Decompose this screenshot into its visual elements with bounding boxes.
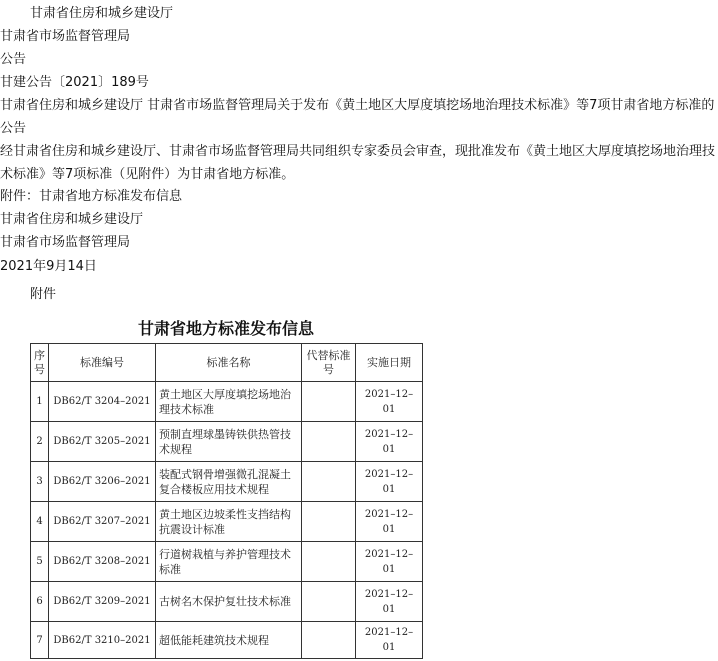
cell-seq: 1 bbox=[31, 382, 49, 422]
cell-date: 2021–12–01 bbox=[356, 502, 423, 542]
cell-seq: 5 bbox=[31, 542, 49, 582]
cell-name: 预制直埋球墨铸铁供热管技术规程 bbox=[156, 422, 302, 462]
header-name: 标准名称 bbox=[156, 344, 302, 382]
cell-name: 超低能耗建筑技术规程 bbox=[156, 622, 302, 659]
table-row bbox=[31, 422, 423, 462]
header-code: 标准编号 bbox=[49, 344, 156, 382]
cell-replace bbox=[302, 422, 356, 462]
cell-code: DB62/T 3204–2021 bbox=[49, 382, 156, 422]
table-row bbox=[31, 542, 423, 582]
cell-code: DB62/T 3209–2021 bbox=[49, 582, 156, 622]
cell-name: 古树名木保护复壮技术标准 bbox=[156, 582, 302, 622]
cell-code: DB62/T 3206–2021 bbox=[49, 462, 156, 502]
cell-date: 2021–12–01 bbox=[356, 382, 423, 422]
cell-date: 2021–12–01 bbox=[356, 622, 423, 659]
doc-number: 甘建公告〔2021〕189号 bbox=[0, 75, 149, 90]
table-title: 甘肃省地方标准发布信息 bbox=[137, 319, 314, 338]
cell-replace bbox=[302, 542, 356, 582]
cell-seq: 7 bbox=[31, 622, 49, 659]
cell-name: 装配式钢骨增强微孔混凝土复合楼板应用技术规程 bbox=[156, 462, 302, 502]
table-row bbox=[31, 462, 423, 502]
attachment-label: 附件 bbox=[30, 287, 57, 302]
cell-code: DB62/T 3207–2021 bbox=[49, 502, 156, 542]
header-replace: 代替标准号 bbox=[302, 344, 356, 382]
cell-date: 2021–12–01 bbox=[356, 462, 423, 502]
header-date: 实施日期 bbox=[356, 344, 423, 382]
signature-date: 2021年9月14日 bbox=[0, 259, 97, 274]
cell-seq: 6 bbox=[31, 582, 49, 622]
cell-date: 2021–12–01 bbox=[356, 582, 423, 622]
cell-seq: 2 bbox=[31, 422, 49, 462]
cell-seq: 4 bbox=[31, 502, 49, 542]
cell-replace bbox=[302, 622, 356, 659]
table-row bbox=[31, 382, 423, 422]
cell-code: DB62/T 3208–2021 bbox=[49, 542, 156, 582]
issuer-line-2: 甘肃省市场监督管理局 bbox=[0, 29, 131, 44]
cell-name: 行道树栽植与养护管理技术标准 bbox=[156, 542, 302, 582]
table-row bbox=[31, 622, 423, 659]
announcement-body: 经甘肃省住房和城乡建设厅、甘肃省市场监督管理局共同组织专家委员会审查，现批准发布《黄土地区大厚度填挖场地治理技术标准》等7项标准（见附件）为甘肃省地方标准。 bbox=[0, 144, 716, 182]
standards-table bbox=[30, 343, 423, 659]
cell-date: 2021–12–01 bbox=[356, 542, 423, 582]
signature-org-1: 甘肃省住房和城乡建设厅 bbox=[0, 212, 144, 227]
cell-replace bbox=[302, 582, 356, 622]
cell-replace bbox=[302, 382, 356, 422]
table-row bbox=[31, 582, 423, 622]
cell-replace bbox=[302, 462, 356, 502]
cell-code: DB62/T 3205–2021 bbox=[49, 422, 156, 462]
cell-seq: 3 bbox=[31, 462, 49, 502]
issuer-line-1: 甘肃省住房和城乡建设厅 bbox=[30, 6, 174, 21]
cell-code: DB62/T 3210–2021 bbox=[49, 622, 156, 659]
signature-org-2: 甘肃省市场监督管理局 bbox=[0, 235, 131, 250]
cell-name: 黄土地区大厚度填挖场地治理技术标准 bbox=[156, 382, 302, 422]
cell-name: 黄土地区边坡柔性支挡结构抗震设计标准 bbox=[156, 502, 302, 542]
attachment-note: 附件：甘肃省地方标准发布信息 bbox=[0, 189, 183, 204]
announcement-title: 甘肃省住房和城乡建设厅 甘肃省市场监督管理局关于发布《黄土地区大厚度填挖场地治理技术标准》等7项甘肃省地方标准的公告 bbox=[0, 98, 715, 136]
doc-type: 公告 bbox=[0, 52, 27, 67]
cell-replace bbox=[302, 502, 356, 542]
table-row bbox=[31, 502, 423, 542]
table-header-row bbox=[31, 344, 423, 382]
header-seq: 序号 bbox=[31, 344, 49, 382]
cell-date: 2021–12–01 bbox=[356, 422, 423, 462]
